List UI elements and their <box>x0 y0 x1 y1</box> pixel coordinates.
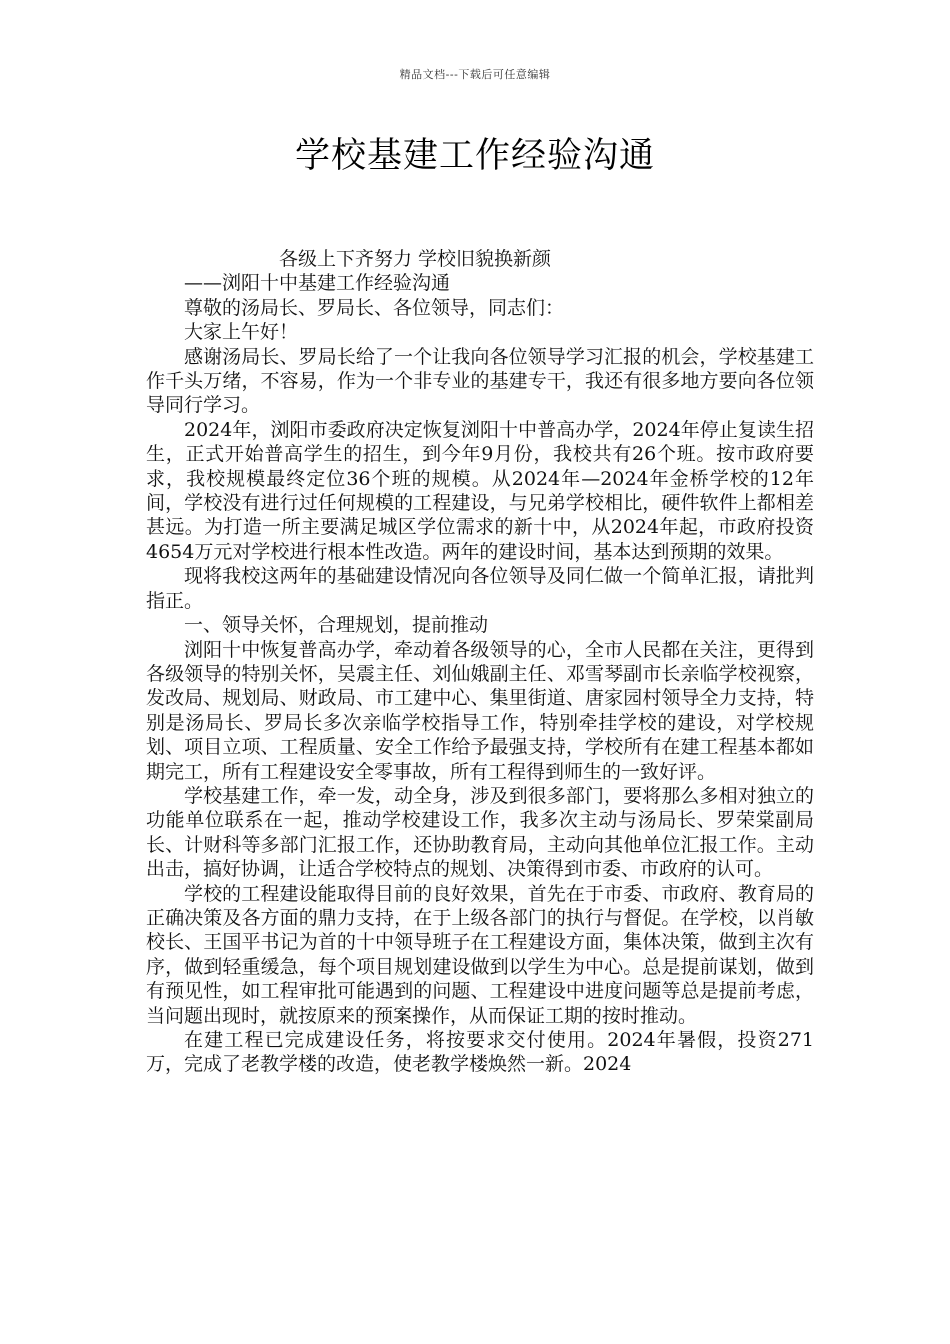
header-note: 精品文档---下载后可任意编辑 <box>399 68 551 81</box>
paragraph: 在建工程已完成建设任务，将按要求交付使用。2024年暑假，投资271万，完成了老教学楼的改造，使老教学楼焕然一新。2024 <box>146 1029 814 1076</box>
paragraph: 学校基建工作，牵一发，动全身，涉及到很多部门，要将那么多相对独立的功能单位联系在一起，推动学校建设工作，我多次主动与汤局长、罗荣棠副局长、计财科等多部门汇报工作，还协助教育局，主动向其他单位汇报工作。主动出击，搞好协调，让适合学校特点的规划、决策得到市委、市政府的认可。 <box>146 784 814 881</box>
document-title: 学校基建工作经验沟通 <box>294 136 655 176</box>
salutation: 尊敬的汤局长、罗局长、各位领导，同志们： <box>184 296 565 319</box>
paragraph: 2024年，浏阳市委政府决定恢复浏阳十中普高办学，2024年停止复读生招生，正式开始普高学生的招生，到今年9月份，我校共有26个班。按市政府要求，我校规模最终定位36个班的规模。从2024年—2024年金桥学校的12年间，学校没有进行过任何规模的工程建设，与兄弟学校相比，硬件软件上都相差甚远。为打造一所主要满足城区学位需求的新十中，从2024年起，市政府投资4654万元对学校进行根本性改造。两年的建设时间，基本达到预期的效果。 <box>146 418 814 563</box>
paragraph: 现将我校这两年的基础建设情况向各位领导及同仁做一个简单汇报，请批判指正。 <box>146 565 814 612</box>
paragraph: 浏阳十中恢复普高办学，牵动着各级领导的心，全市人民都在关注，更得到各级领导的特别关怀，吴震主任、刘仙娥副主任、邓雪琴副市长亲临学校视察，发改局、规划局、财政局、市工建中心、集里街道、唐家园村领导全力支持，特别是汤局长、罗局长多次亲临学校指导工作，特别牵挂学校的建设，对学校规划、项目立项、工程质量、安全工作给予最强支持，学校所有在建工程基本都如期完工，所有工程建设安全零事故，所有工程得到师生的一致好评。 <box>146 638 814 783</box>
greeting: 大家上午好！ <box>184 321 299 344</box>
paragraph: 感谢汤局长、罗局长给了一个让我向各位领导学习汇报的机会，学校基建工作千头万绪，不容易，作为一个非专业的基建专干，我还有很多地方要向各位领导同行学习。 <box>146 345 814 417</box>
document-body <box>146 247 814 1077</box>
subtitle-line: ——浏阳十中基建工作经验沟通 <box>184 272 451 295</box>
paragraph: 学校的工程建设能取得目前的良好效果，首先在于市委、市政府、教育局的正确决策及各方面的鼎力支持，在于上级各部门的执行与督促。在学校，以肖敏校长、王国平书记为首的十中领导班子在工程建设方面，集体决策，做到主次有序，做到轻重缓急，每个项目规划建设做到以学生为中心。总是提前谋划，做到有预见性，如工程审批可能遇到的问题、工程建设中进度问题等总是提前考虑，当问题出现时，就按原来的预案操作，从而保证工期的按时推动。 <box>146 882 814 1027</box>
subtitle: 各级上下齐努力 学校旧貌换新颜 <box>279 248 552 270</box>
section-heading: 一、领导关怀，合理规划，提前推动 <box>184 614 489 637</box>
